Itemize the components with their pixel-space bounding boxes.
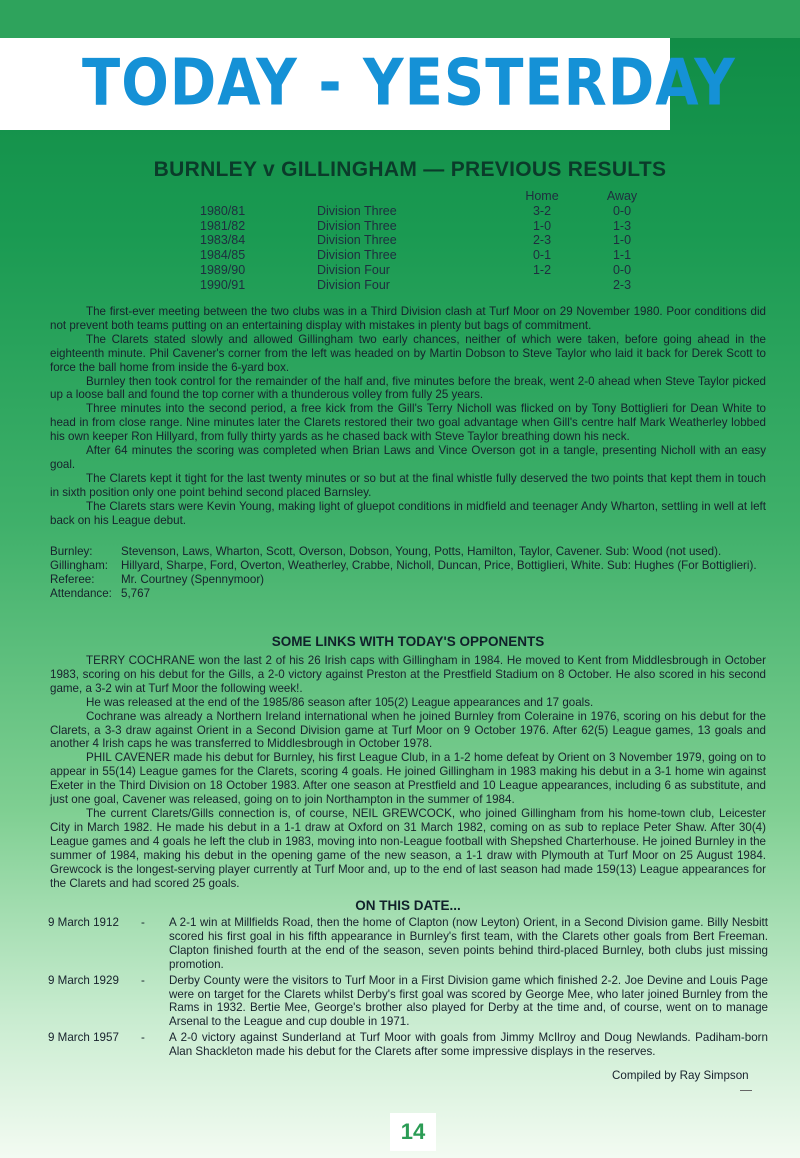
lineup-value: Hillyard, Sharpe, Ford, Overton, Weatherley, Crabbe, Nicholl, Duncan, Price, Bottiglieri, White. Sub: Hughes (For Bottiglieri). xyxy=(121,558,757,572)
home-score: 1-0 xyxy=(532,218,552,233)
links-paragraph: He was released at the end of the 1985/86 season after 105(2) League appearances and 17 goals. xyxy=(86,695,594,709)
home-score xyxy=(507,278,577,293)
table-row xyxy=(200,248,667,263)
col-home: Home xyxy=(525,189,559,203)
date-label: 9 March 1957 xyxy=(48,1031,119,1045)
home-score: 3-2 xyxy=(532,203,552,218)
date-dash: - xyxy=(141,1031,145,1045)
page-number-box xyxy=(390,1113,436,1151)
date-text: Derby County were the visitors to Turf Moor in a First Division game which finished 2-2. Joe Devine and Louis Page were on target for the Clarets whilst Derby's first goal was scored by George Mee, who later joined Burnley from the Rams in 1932. Bertie Mee, George's brother also played for Derby at the time and, of course, went on to manage Arsenal to the League and cup double in 1971. xyxy=(169,973,768,1029)
away-score: 1-3 xyxy=(612,218,632,233)
page-number: 14 xyxy=(400,1119,426,1144)
title-banner xyxy=(0,38,736,130)
lineup-row xyxy=(50,559,766,573)
team-lineups xyxy=(50,545,766,601)
report-paragraph: The Clarets stars were Kevin Young, making light of gluepot conditions in midfield and teenager Andy Wharton, settling in well at left back on his League debut. xyxy=(50,499,766,527)
lineup-row xyxy=(50,545,766,559)
lineup-row xyxy=(50,587,766,601)
away-score: 2-3 xyxy=(612,277,632,292)
table-row xyxy=(200,204,667,219)
list-item xyxy=(48,916,768,972)
lineup-label: Gillingham: xyxy=(50,558,108,572)
lineup-value: Stevenson, Laws, Wharton, Scott, Overson, Dobson, Young, Potts, Hamilton, Taylor, Cavener. Sub: Wood (not used). xyxy=(121,545,722,558)
home-score: 2-3 xyxy=(532,233,552,248)
report-paragraph: After 64 minutes the scoring was completed when Brian Laws and Vince Overson got in a tangle, presenting Nicholl with an easy goal. xyxy=(50,444,766,471)
links-paragraph: The current Clarets/Gills connection is, of course, NEIL GREWCOCK, who joined Gillingham from his home-town club, Leicester City in March 1982. He made his debut in a 1-1 draw at Oxford on 31 March 1982, coming on as sub to replace Peter Shaw. After 30(4) League games and 4 goals he left the club in 1983, moving into non-League football with Shepshed Charterhouse. He joined Burnley in the summer of 1984, making his debut in the opening game of the new season, a 1-1 draw with Plymouth at Turf Moor on 25 August 1984. Grewcock is the longest-serving player currently at Turf Moor and, up to the end of last season had made 159(13) League appearances for the Clarets and had scored 25 goals. xyxy=(50,806,766,890)
season: 1983/84 xyxy=(200,233,246,248)
on-this-date-heading: ON THIS DATE... xyxy=(355,898,461,913)
report-paragraph: The first-ever meeting between the two clubs was in a Third Division clash at Turf Moor on 29 November 1980. Poor conditions did not prevent both teams putting on an entertaining display with mistakes in plenty but bags of commitment. xyxy=(50,305,766,332)
table-row xyxy=(200,219,667,234)
results-heading: BURNLEY v GILLINGHAM — PREVIOUS RESULTS xyxy=(153,158,667,181)
results-table xyxy=(200,189,667,293)
lineup-value: Mr. Courtney (Spennymoor) xyxy=(121,572,265,586)
credit-line: Compiled by Ray Simpson xyxy=(612,1069,749,1082)
season: 1989/90 xyxy=(200,262,246,277)
links-paragraph: PHIL CAVENER made his debut for Burnley, his first League Club, in a 1-2 home defeat by Orient on 3 November 1979, going on to appear in 55(14) League games for the Clarets, scoring 4 goals. He joined Gillingham in 1983 making his debut in a 3-1 home win against Exeter in the Third Division on 18 October 1983. After one season at Prestfield and 10 League appearances, including 6 as substitute, and just one goal, Cavener was released, going on to join Northampton in the summer of 1984. xyxy=(50,751,766,807)
division: Division Three xyxy=(317,203,397,218)
table-row xyxy=(200,263,667,278)
away-score: 1-1 xyxy=(612,248,632,263)
division: Division Three xyxy=(317,248,397,263)
table-row xyxy=(200,278,667,293)
date-dash: - xyxy=(141,973,145,987)
links-paragraph: TERRY COCHRANE won the last 2 of his 26 Irish caps with Gillingham in 1984. He moved to Kent from Middlesbrough in October 1983, scoring on his debut for the Gills, a 2-0 victory against Preston at the Prestfield Stadium on 8 October. He also scored in his second game, a 3-2 win at Turf Moor the following week!. xyxy=(50,654,766,695)
date-text: A 2-0 victory against Sunderland at Turf Moor with goals from Jimmy McIlroy and Doug Newlands. Padiham-born Alan Shackleton made his debut for the Clarets after some impressive displays in the reserves. xyxy=(169,1031,768,1059)
top-green-band xyxy=(0,0,800,38)
match-report xyxy=(50,305,766,528)
lineup-row xyxy=(50,573,766,587)
division: Division Four xyxy=(317,262,390,277)
away-score: 1-0 xyxy=(612,233,632,248)
page-title: TODAY - YESTERDAY xyxy=(82,46,736,121)
links-heading: SOME LINKS WITH TODAY'S OPPONENTS xyxy=(271,634,545,649)
away-score: 0-0 xyxy=(612,203,632,218)
list-item xyxy=(48,1031,768,1059)
home-score: 1-2 xyxy=(532,262,552,277)
season: 1980/81 xyxy=(200,203,246,218)
home-score: 0-1 xyxy=(532,248,552,263)
report-paragraph: Three minutes into the second period, a free kick from the Gill's Terry Nicholl was flicked on by Tony Bottiglieri for Dean White to head in from close range. Nine minutes later the Clarets restored their two goal advantage when Gill's centre half Mark Weatherley lobbed his own keeper Ron Hillyard, from fully thirty yards as he chased back with Steve Taylor breathing down his neck. xyxy=(50,402,766,444)
report-paragraph: Burnley then took control for the remainder of the half and, five minutes before the break, went 2-0 ahead when Steve Taylor picked up a loose ball and found the top corner with a thunderous volley from fully 25 years. xyxy=(50,374,766,402)
list-item xyxy=(48,974,768,1030)
results-header-row xyxy=(200,189,667,204)
col-away: Away xyxy=(606,189,638,203)
links-paragraph: Cochrane was already a Northern Ireland international when he joined Burnley from Coleraine in 1976, scoring on his debut for the Clarets, a 3-3 draw against Orient in a Second Division game at Turf Moor on 9 October 1976. After 62(5) League games, 13 goals and another 4 Irish caps he was transferred to Middlesbrough in October 1978. xyxy=(50,709,766,751)
date-text: A 2-1 win at Millfields Road, then the home of Clapton (now Leyton) Orient, in a Second Division game. Billy Nesbitt scored his first goal in his fifth appearance in Burnley's first team, with the Clarets other goals from Bert Freeman. Clapton finished fourth at the end of the season, seven points behind third-placed Burnley, both clubs just missing promotion. xyxy=(169,916,768,971)
date-label: 9 March 1929 xyxy=(48,973,119,987)
links-section xyxy=(50,654,766,890)
division: Division Three xyxy=(317,233,397,248)
credit-rule xyxy=(740,1090,752,1091)
lineup-label: Burnley: xyxy=(50,545,93,558)
lineup-label: Attendance: xyxy=(50,586,112,600)
division: Division Three xyxy=(317,218,397,233)
season: 1981/82 xyxy=(200,218,246,233)
season: 1990/91 xyxy=(200,277,246,292)
report-paragraph: The Clarets kept it tight for the last twenty minutes or so but at the final whistle fully deserved the two points that kept them in touch in sixth position only one point behind second placed Barnsley. xyxy=(50,471,766,499)
date-label: 9 March 1912 xyxy=(48,916,119,929)
season: 1984/85 xyxy=(200,248,246,263)
report-paragraph: The Clarets stated slowly and allowed Gillingham two early chances, neither of which were taken, before going ahead in the eighteenth minute. Phil Cavener's corner from the left was headed on by Martin Dobson to Steve Taylor who laid it back for Derek Scott to force the ball home from inside the 6-yard box. xyxy=(50,332,766,374)
lineup-value: 5,767 xyxy=(121,586,151,600)
on-this-date-list xyxy=(48,916,768,1061)
division: Division Four xyxy=(317,277,390,292)
away-score: 0-0 xyxy=(612,262,632,277)
table-row xyxy=(200,233,667,248)
lineup-label: Referee: xyxy=(50,572,95,586)
date-dash: - xyxy=(141,916,145,929)
